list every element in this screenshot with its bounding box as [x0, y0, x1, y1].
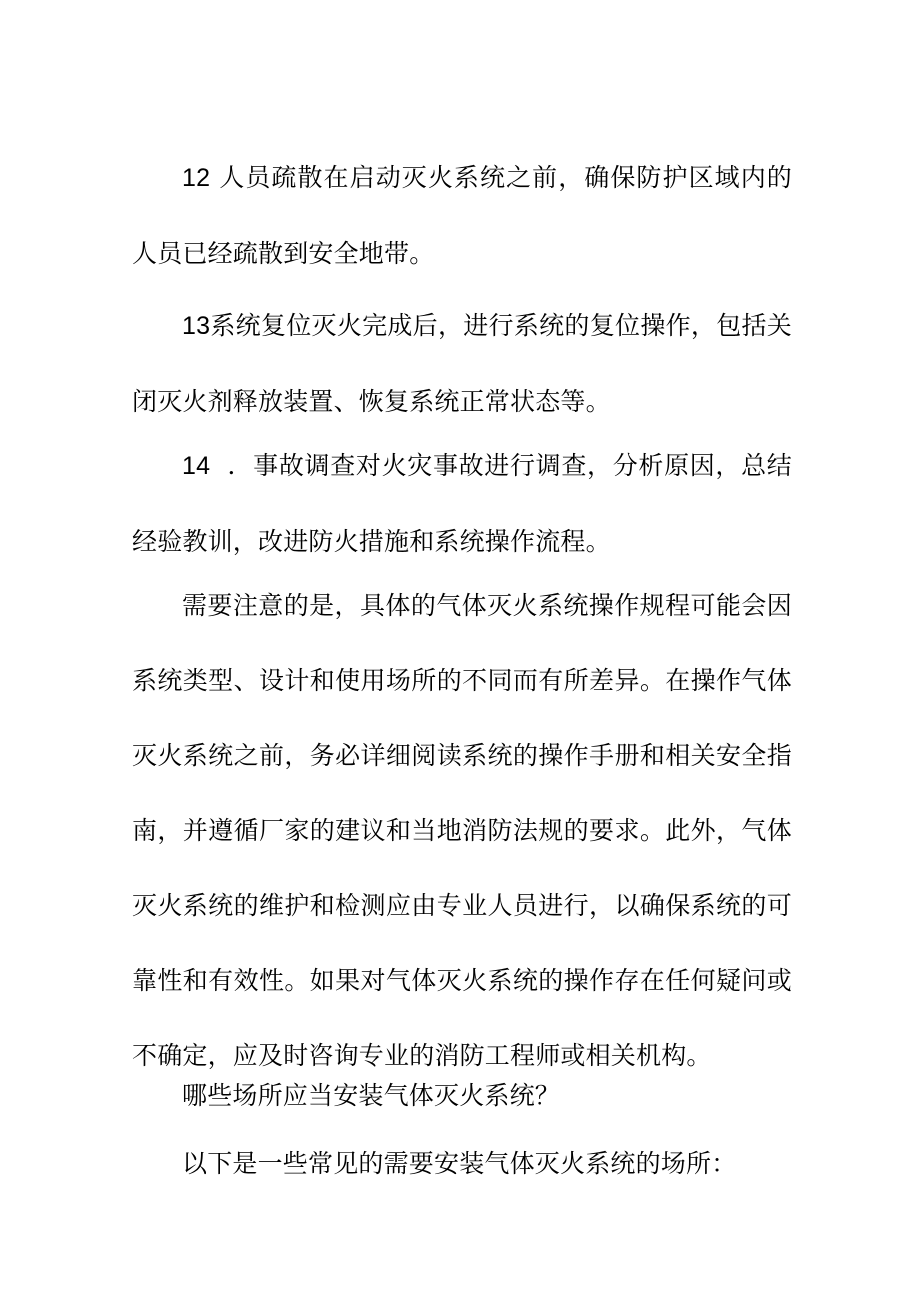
paragraph-text: 系统复位灭火完成后，进行系统的复位操作，包括关闭灭火剂释放装置、恢复系统正常状态等。 — [132, 311, 792, 416]
paragraph-number: 12 — [182, 164, 211, 192]
note-paragraph: 需要注意的是，具体的气体灭火系统操作规程可能会因系统类型、设计和使用场所的不同而有所差异。在操作气体灭火系统之前，务必详细阅读系统的操作手册和相关安全指南，并遵循厂家的建议和当地消防法规的要求。此外，气体灭火系统的维护和检测应由专业人员进行，以确保系统的可靠性和有效性。如果对气体灭火系统的操作存在任何疑问或不确定，应及时咨询专业的消防工程师或相关机构。 — [132, 591, 792, 1070]
section-question: 哪些场所应当安装气体灭火系统？ — [182, 1081, 561, 1110]
paragraph-number: 14 — [182, 452, 211, 480]
paragraph-number: 13 — [182, 312, 211, 340]
list-intro: 以下是一些常见的需要安装气体灭火系统的场所： — [182, 1149, 737, 1178]
paragraph-14 — [132, 428, 792, 579]
paragraph-12 — [132, 140, 792, 291]
paragraph-text: ．事故调查对火灾事故进行调查，分析原因，总结经验教训，改进防火措施和系统操作流程。 — [132, 451, 793, 556]
paragraph-text: 人员疏散在启动灭火系统之前，确保防护区域内的人员已经疏散到安全地带。 — [132, 163, 792, 268]
paragraph-13 — [132, 288, 792, 439]
